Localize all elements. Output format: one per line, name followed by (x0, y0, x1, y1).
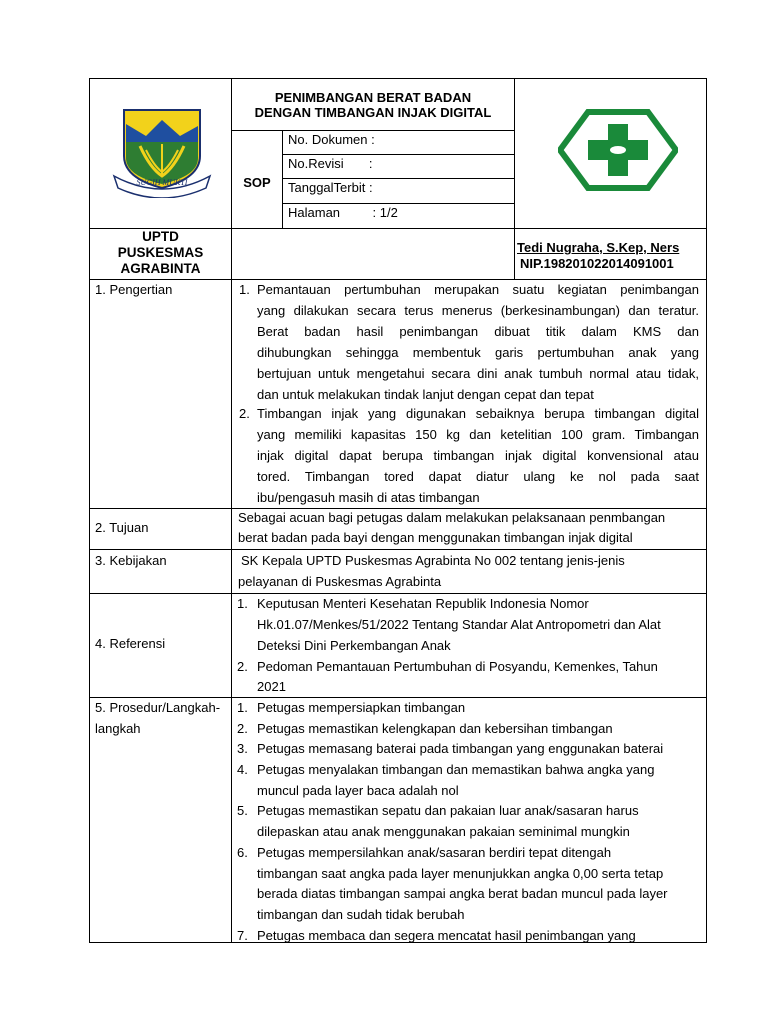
referensi-item2-num: 2. (237, 659, 248, 674)
text-line: Pemantauan pertumbuhan merupakan suatu kegiatan penimbangan (257, 282, 699, 297)
org-line-3: AGRABINTA (120, 261, 201, 276)
text-line: Berat badan hasil penimbangan dibuat titik dalam KMS dan (257, 324, 699, 339)
puskesmas-cross-icon (558, 108, 678, 192)
prosedur-step-line: berada diatas timbangan sampai angka berat badan muncul pada layer (257, 886, 668, 901)
prosedur-step-line: Petugas membaca dan segera mencatat hasil penimbangan yang (257, 928, 636, 943)
text-line: dan untuk melakukan tindak lanjut dengan cepat dan tepat (257, 387, 594, 402)
text-line: ibu/pengasuh masih di atas timbangan (257, 490, 480, 505)
prosedur-label-line-1: 5. Prosedur/Langkah- (95, 700, 221, 715)
field-halaman: Halaman : 1/2 (288, 205, 398, 220)
prosedur-step-line: Petugas mempersilahkan anak/sasaran berdiri tepat ditengah (257, 845, 612, 860)
referensi-item1-line: Keputusan Menteri Kesehatan Republik Indonesia Nomor (257, 596, 589, 611)
field-no-dokumen: No. Dokumen : (288, 132, 375, 147)
prosedur-step-line: timbangan saat angka pada layer menunjukkan angka 0,00 serta tetap (257, 866, 664, 881)
prosedur-step-num: 6. (237, 845, 248, 860)
text-line: tored. Timbangan tored dapat diatur ulang ke nol pada saat (257, 469, 699, 484)
prosedur-step-line: Petugas menyalakan timbangan dan memastikan bahwa angka yang (257, 762, 655, 777)
tujuan-line-1: Sebagai acuan bagi petugas dalam melakukan pelaksanaan penmbangan (238, 510, 666, 525)
prosedur-step-line: Petugas memastikan sepatu dan pakaian luar anak/sasaran harus (257, 803, 639, 818)
kebijakan-line-2: pelayanan di Puskesmas Agrabinta (238, 574, 442, 589)
column-divider (231, 78, 232, 943)
signer-name: Tedi Nugraha, S.Kep, Ners (517, 240, 680, 255)
text-line: dihubungkan sehingga membentuk garis pertumbuhan anak yang (257, 345, 699, 360)
prosedur-step-num: 5. (237, 803, 248, 818)
org-line-1: UPTD (142, 229, 179, 244)
pengertian-label: 1. Pengertian (95, 282, 173, 297)
field-tanggal-terbit: TanggalTerbit : (288, 180, 373, 195)
kebijakan-label: 3. Kebijakan (95, 553, 167, 568)
referensi-item1-line: Deteksi Dini Perkembangan Anak (257, 638, 451, 653)
prosedur-step-num: 2. (237, 721, 248, 736)
pengertian-item1 (257, 279, 699, 405)
prosedur-step-num: 7. (237, 928, 248, 943)
prosedur-step-num: 3. (237, 741, 248, 756)
prosedur-step-line: Petugas mempersiapkan timbangan (257, 700, 466, 715)
referensi-item2-line: Pedoman Pemantauan Pertumbuhan di Posyandu, Kemenkes, Tahun (257, 659, 658, 674)
referensi-item2-line: 2021 (257, 679, 286, 694)
signer-nip: NIP.198201022014091001 (520, 256, 674, 271)
sop-divider (282, 130, 283, 228)
org-line-2: PUSKESMAS (117, 245, 204, 260)
prosedur-step-line: Petugas memasang baterai pada timbangan yang enggunakan baterai (257, 741, 664, 756)
sop-label: SOP (243, 175, 271, 190)
table-border-top (89, 78, 707, 79)
logo-motto: SUGIH MUKTI (136, 178, 188, 187)
pengertian-item2 (257, 403, 699, 508)
title-line-2: DENGAN TIMBANGAN INJAK DIGITAL (254, 105, 492, 120)
text-line: bertujuan untuk mengetahui secara dini anak tumbuh normal atau tidak, (257, 366, 699, 381)
prosedur-step-line: dilepaskan atau anak menggunakan pakaian seminimal mungkin (257, 824, 630, 839)
prosedur-step-line: Petugas memastikan kelengkapan dan kebersihan timbangan (257, 721, 613, 736)
prosedur-step-line: muncul pada layer baca adalah nol (257, 783, 459, 798)
signer-divider (514, 228, 515, 279)
table-border-right (706, 78, 707, 943)
text-line: yang dilakukan secara terus menerus (berkesinambungan) dan teratur. (257, 303, 699, 318)
kebijakan-line-1: SK Kepala UPTD Puskesmas Agrabinta No 002 tentang jenis-jenis (241, 553, 625, 568)
prosedur-step-num: 4. (237, 762, 248, 777)
referensi-item1-num: 1. (237, 596, 248, 611)
prosedur-step-line: timbangan dan sudah tidak berubah (257, 907, 465, 922)
referensi-item1-line: Hk.01.07/Menkes/51/2022 Tentang Standar Alat Antropometri dan Alat (257, 617, 661, 632)
field-no-revisi: No.Revisi : (288, 156, 373, 171)
pengertian-item1-num: 1. (239, 282, 250, 297)
title-line-1: PENIMBANGAN BERAT BADAN (274, 90, 472, 105)
pengertian-item2-num: 2. (239, 406, 250, 421)
text-line: yang memiliki kapasitas 150 kg dan ketelitian 100 gram. Timbangan (257, 427, 699, 442)
text-line: Timbangan injak yang digunakan sebaiknya berupa timbangan digital (257, 406, 699, 421)
header-logo-divider (514, 78, 515, 228)
regency-logo (110, 106, 214, 198)
prosedur-label-line-2: langkah (95, 721, 141, 736)
prosedur-step-num: 1. (237, 700, 248, 715)
puskesmas-logo (558, 108, 678, 192)
tujuan-line-2: berat badan pada bayi dengan menggunakan timbangan injak digital (238, 530, 633, 545)
table-border-left (89, 78, 90, 943)
tujuan-label: 2. Tujuan (95, 520, 149, 535)
text-line: injak digital dapat berupa timbangan injak digital konvensional atau (257, 448, 699, 463)
referensi-label: 4. Referensi (95, 636, 166, 651)
